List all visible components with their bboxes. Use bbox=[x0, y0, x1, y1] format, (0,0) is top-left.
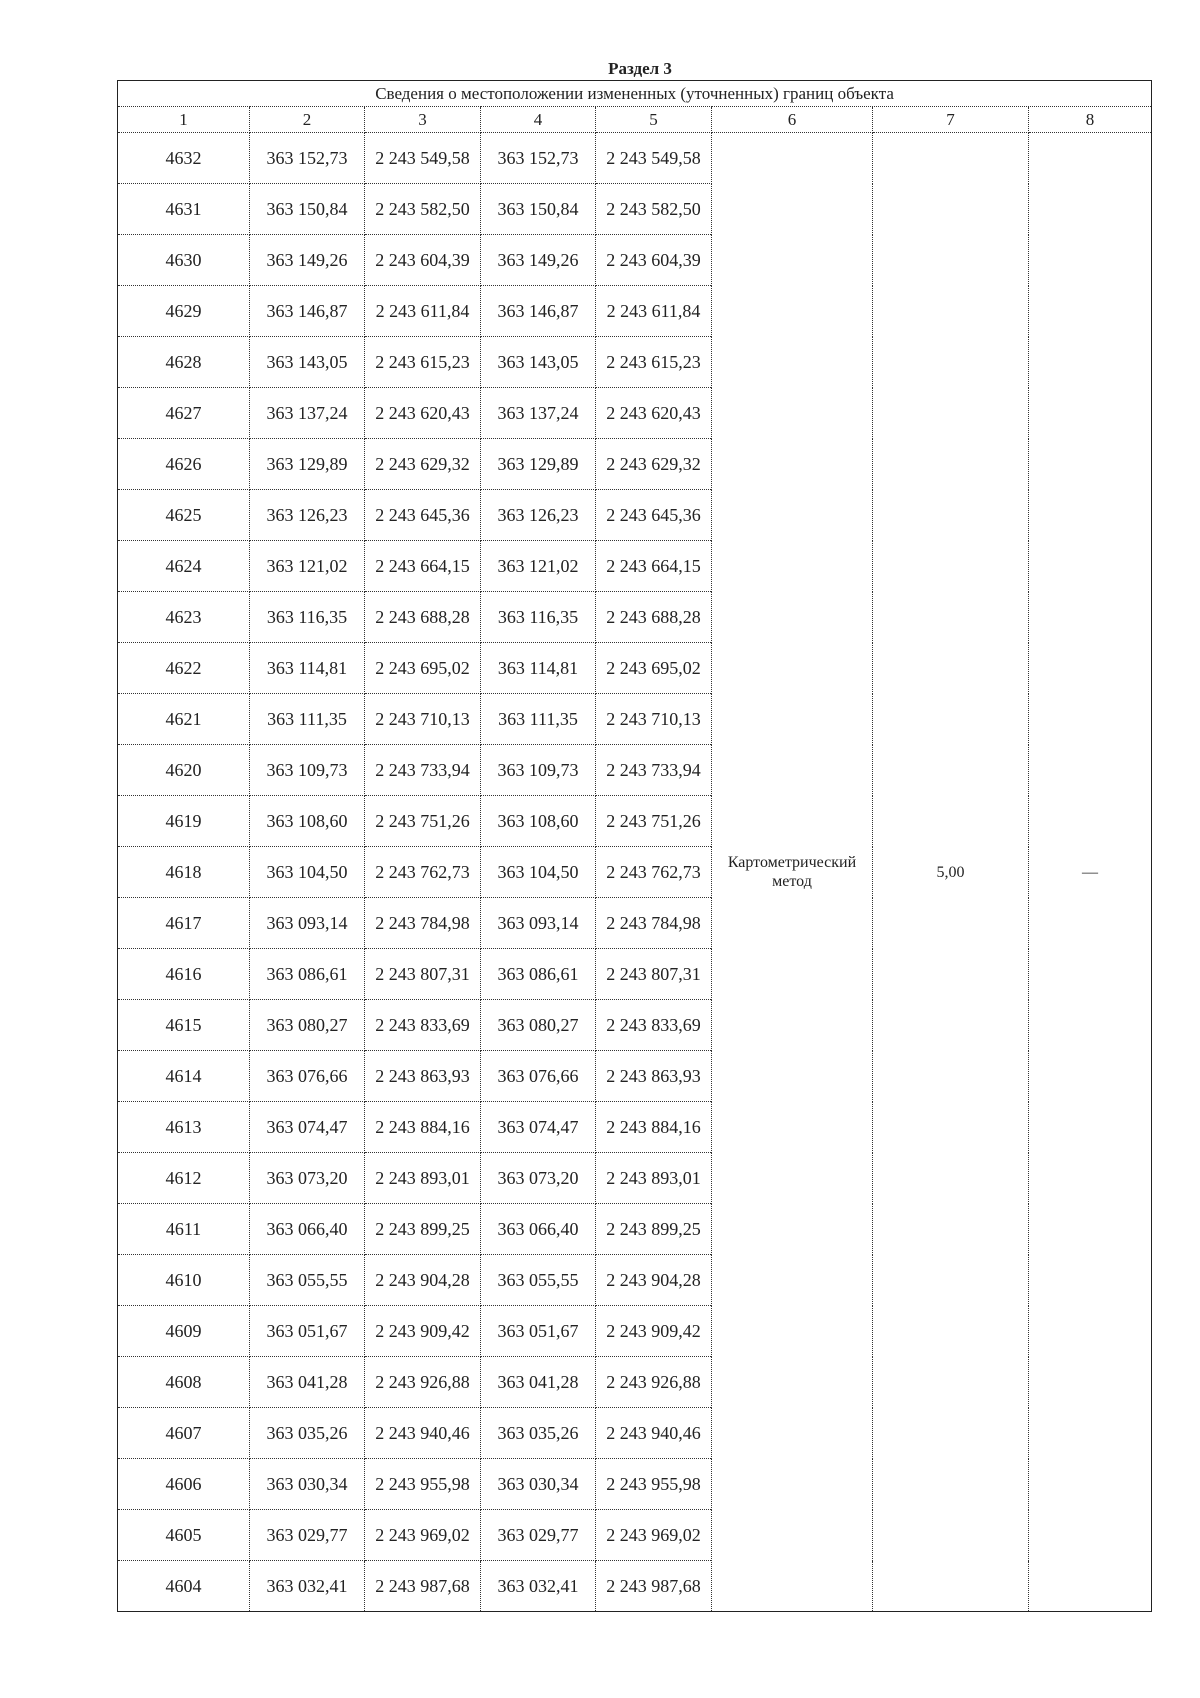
table-cell: 363 030,34 bbox=[481, 1459, 596, 1510]
table-cell: 2 243 629,32 bbox=[365, 439, 481, 490]
table-cell: 363 029,77 bbox=[481, 1510, 596, 1561]
table-cell: 4611 bbox=[118, 1204, 250, 1255]
description-cell: — bbox=[1029, 133, 1152, 1612]
table-cell: 2 243 762,73 bbox=[596, 847, 712, 898]
table-cell: 2 243 582,50 bbox=[365, 184, 481, 235]
table-cell: 4609 bbox=[118, 1306, 250, 1357]
table-cell: 4607 bbox=[118, 1408, 250, 1459]
table-cell: 2 243 615,23 bbox=[365, 337, 481, 388]
table-cell: 4610 bbox=[118, 1255, 250, 1306]
table-cell: 2 243 620,43 bbox=[365, 388, 481, 439]
table-cell: 363 126,23 bbox=[481, 490, 596, 541]
table-cell: 2 243 987,68 bbox=[596, 1561, 712, 1612]
table-cell: 2 243 955,98 bbox=[596, 1459, 712, 1510]
table-cell: 4606 bbox=[118, 1459, 250, 1510]
table-cell: 363 073,20 bbox=[250, 1153, 365, 1204]
table-cell: 363 116,35 bbox=[481, 592, 596, 643]
table-cell: 4608 bbox=[118, 1357, 250, 1408]
table-cell: 2 243 909,42 bbox=[596, 1306, 712, 1357]
table-cell: 4617 bbox=[118, 898, 250, 949]
table-cell: 4629 bbox=[118, 286, 250, 337]
table-cell: 2 243 751,26 bbox=[365, 796, 481, 847]
table-cell: 363 143,05 bbox=[481, 337, 596, 388]
table-cell: 363 150,84 bbox=[481, 184, 596, 235]
column-number-3: 3 bbox=[365, 107, 481, 133]
table-cell: 363 051,67 bbox=[481, 1306, 596, 1357]
table-cell: 363 146,87 bbox=[481, 286, 596, 337]
table-cell: 4627 bbox=[118, 388, 250, 439]
table-cell: 2 243 710,13 bbox=[596, 694, 712, 745]
table-cell: 4619 bbox=[118, 796, 250, 847]
table-cell: 363 129,89 bbox=[250, 439, 365, 490]
table-cell: 363 041,28 bbox=[250, 1357, 365, 1408]
table-cell: 363 066,40 bbox=[481, 1204, 596, 1255]
table-caption: Сведения о местоположении измененных (уточненных) границ объекта bbox=[118, 81, 1152, 107]
table-cell: 363 076,66 bbox=[481, 1051, 596, 1102]
table-cell: 4616 bbox=[118, 949, 250, 1000]
table-cell: 4625 bbox=[118, 490, 250, 541]
table-cell: 363 129,89 bbox=[481, 439, 596, 490]
table-cell: 2 243 695,02 bbox=[365, 643, 481, 694]
column-number-8: 8 bbox=[1029, 107, 1152, 133]
table-cell: 2 243 955,98 bbox=[365, 1459, 481, 1510]
table-cell: 4631 bbox=[118, 184, 250, 235]
table-cell: 363 109,73 bbox=[481, 745, 596, 796]
table-cell: 363 146,87 bbox=[250, 286, 365, 337]
table-cell: 2 243 784,98 bbox=[596, 898, 712, 949]
table-cell: 363 093,14 bbox=[481, 898, 596, 949]
table-cell: 363 055,55 bbox=[250, 1255, 365, 1306]
table-cell: 2 243 833,69 bbox=[596, 1000, 712, 1051]
table-cell: 4614 bbox=[118, 1051, 250, 1102]
table-cell: 363 111,35 bbox=[250, 694, 365, 745]
table-cell: 2 243 733,94 bbox=[596, 745, 712, 796]
table-cell: 2 243 611,84 bbox=[365, 286, 481, 337]
table-cell: 363 137,24 bbox=[481, 388, 596, 439]
table-cell: 363 035,26 bbox=[481, 1408, 596, 1459]
table-cell: 363 108,60 bbox=[481, 796, 596, 847]
method-line-1: Картометрический bbox=[727, 854, 857, 871]
table-cell: 2 243 615,23 bbox=[596, 337, 712, 388]
table-cell: 363 086,61 bbox=[250, 949, 365, 1000]
table-cell: 2 243 604,39 bbox=[596, 235, 712, 286]
table-cell: 2 243 904,28 bbox=[596, 1255, 712, 1306]
table-cell: 363 093,14 bbox=[250, 898, 365, 949]
table-cell: 2 243 940,46 bbox=[365, 1408, 481, 1459]
table-cell: 363 143,05 bbox=[250, 337, 365, 388]
table-row bbox=[118, 133, 1152, 184]
table-cell: 363 116,35 bbox=[250, 592, 365, 643]
column-number-7: 7 bbox=[873, 107, 1029, 133]
table-cell: 363 086,61 bbox=[481, 949, 596, 1000]
table-cell: 2 243 893,01 bbox=[596, 1153, 712, 1204]
table-cell: 2 243 582,50 bbox=[596, 184, 712, 235]
accuracy-cell: 5,00 bbox=[873, 133, 1029, 1612]
boundary-coordinates-table bbox=[117, 80, 1152, 1612]
table-cell: 363 109,73 bbox=[250, 745, 365, 796]
table-cell: 363 149,26 bbox=[481, 235, 596, 286]
table-cell: 363 108,60 bbox=[250, 796, 365, 847]
table-cell: 2 243 884,16 bbox=[596, 1102, 712, 1153]
table-cell: 363 030,34 bbox=[250, 1459, 365, 1510]
table-cell: 363 035,26 bbox=[250, 1408, 365, 1459]
table-cell: 363 073,20 bbox=[481, 1153, 596, 1204]
table-cell: 2 243 899,25 bbox=[365, 1204, 481, 1255]
table-cell: 363 150,84 bbox=[250, 184, 365, 235]
table-cell: 2 243 688,28 bbox=[365, 592, 481, 643]
table-cell: 2 243 664,15 bbox=[596, 541, 712, 592]
table-cell: 4624 bbox=[118, 541, 250, 592]
table-cell: 2 243 807,31 bbox=[596, 949, 712, 1000]
table-cell: 363 137,24 bbox=[250, 388, 365, 439]
table-cell: 2 243 926,88 bbox=[596, 1357, 712, 1408]
table-cell: 2 243 893,01 bbox=[365, 1153, 481, 1204]
table-cell: 4612 bbox=[118, 1153, 250, 1204]
table-cell: 2 243 664,15 bbox=[365, 541, 481, 592]
table-cell: 4621 bbox=[118, 694, 250, 745]
table-cell: 4630 bbox=[118, 235, 250, 286]
table-cell: 363 041,28 bbox=[481, 1357, 596, 1408]
table-cell: 4628 bbox=[118, 337, 250, 388]
table-cell: 363 080,27 bbox=[481, 1000, 596, 1051]
table-cell: 2 243 899,25 bbox=[596, 1204, 712, 1255]
table-cell: 363 029,77 bbox=[250, 1510, 365, 1561]
table-cell: 2 243 863,93 bbox=[596, 1051, 712, 1102]
table-cell: 2 243 733,94 bbox=[365, 745, 481, 796]
table-cell: 363 126,23 bbox=[250, 490, 365, 541]
table-cell: 2 243 904,28 bbox=[365, 1255, 481, 1306]
table-cell: 4604 bbox=[118, 1561, 250, 1612]
table-cell: 2 243 688,28 bbox=[596, 592, 712, 643]
table-cell: 2 243 884,16 bbox=[365, 1102, 481, 1153]
table-cell: 2 243 807,31 bbox=[365, 949, 481, 1000]
table-cell: 363 066,40 bbox=[250, 1204, 365, 1255]
table-cell: 2 243 969,02 bbox=[365, 1510, 481, 1561]
column-number-4: 4 bbox=[481, 107, 596, 133]
method-cell bbox=[712, 133, 873, 1612]
table-cell: 363 051,67 bbox=[250, 1306, 365, 1357]
section-title: Раздел 3 bbox=[608, 59, 672, 78]
table-cell: 2 243 645,36 bbox=[596, 490, 712, 541]
table-cell: 4632 bbox=[118, 133, 250, 184]
table-cell: 2 243 926,88 bbox=[365, 1357, 481, 1408]
column-number-1: 1 bbox=[118, 107, 250, 133]
table-cell: 363 111,35 bbox=[481, 694, 596, 745]
table-cell: 2 243 784,98 bbox=[365, 898, 481, 949]
table-cell: 4613 bbox=[118, 1102, 250, 1153]
table-cell: 4622 bbox=[118, 643, 250, 694]
table-cell: 2 243 620,43 bbox=[596, 388, 712, 439]
table-cell: 4605 bbox=[118, 1510, 250, 1561]
table-cell: 363 114,81 bbox=[481, 643, 596, 694]
column-number-row bbox=[118, 107, 1152, 133]
table-cell: 2 243 611,84 bbox=[596, 286, 712, 337]
table-cell: 2 243 604,39 bbox=[365, 235, 481, 286]
table-cell: 4615 bbox=[118, 1000, 250, 1051]
table-cell: 363 104,50 bbox=[250, 847, 365, 898]
table-cell: 2 243 645,36 bbox=[365, 490, 481, 541]
table-cell: 2 243 695,02 bbox=[596, 643, 712, 694]
table-cell: 2 243 751,26 bbox=[596, 796, 712, 847]
table-cell: 363 114,81 bbox=[250, 643, 365, 694]
table-cell: 2 243 969,02 bbox=[596, 1510, 712, 1561]
table-cell: 2 243 549,58 bbox=[365, 133, 481, 184]
table-cell: 2 243 549,58 bbox=[596, 133, 712, 184]
table-cell: 4618 bbox=[118, 847, 250, 898]
table-cell: 2 243 762,73 bbox=[365, 847, 481, 898]
table-cell: 363 032,41 bbox=[250, 1561, 365, 1612]
table-cell: 2 243 940,46 bbox=[596, 1408, 712, 1459]
column-number-5: 5 bbox=[596, 107, 712, 133]
table-cell: 363 121,02 bbox=[250, 541, 365, 592]
table-cell: 2 243 863,93 bbox=[365, 1051, 481, 1102]
table-body bbox=[118, 133, 1152, 1612]
table-cell: 363 074,47 bbox=[250, 1102, 365, 1153]
table-cell: 363 076,66 bbox=[250, 1051, 365, 1102]
table-cell: 363 152,73 bbox=[481, 133, 596, 184]
method-line-2: метод bbox=[772, 873, 812, 890]
table-cell: 363 152,73 bbox=[250, 133, 365, 184]
table-cell: 4620 bbox=[118, 745, 250, 796]
table-cell: 363 055,55 bbox=[481, 1255, 596, 1306]
table-cell: 2 243 987,68 bbox=[365, 1561, 481, 1612]
table-cell: 2 243 710,13 bbox=[365, 694, 481, 745]
table-cell: 363 149,26 bbox=[250, 235, 365, 286]
column-number-2: 2 bbox=[250, 107, 365, 133]
table-cell: 2 243 629,32 bbox=[596, 439, 712, 490]
column-number-6: 6 bbox=[712, 107, 873, 133]
table-cell: 363 074,47 bbox=[481, 1102, 596, 1153]
table-cell: 2 243 833,69 bbox=[365, 1000, 481, 1051]
table-cell: 4626 bbox=[118, 439, 250, 490]
table-cell: 2 243 909,42 bbox=[365, 1306, 481, 1357]
table-cell: 363 080,27 bbox=[250, 1000, 365, 1051]
table-cell: 363 104,50 bbox=[481, 847, 596, 898]
table-cell: 363 121,02 bbox=[481, 541, 596, 592]
table-cell: 4623 bbox=[118, 592, 250, 643]
table-cell: 363 032,41 bbox=[481, 1561, 596, 1612]
